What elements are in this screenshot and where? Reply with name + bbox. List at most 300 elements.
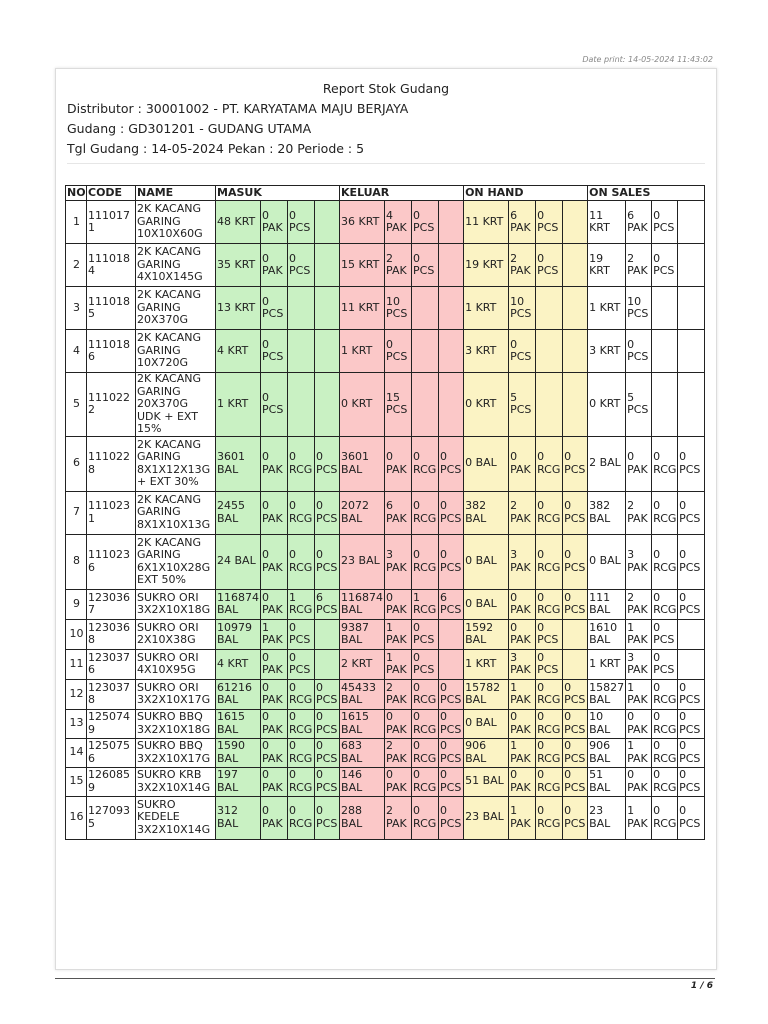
report-header [67, 79, 705, 164]
onhand-cell: 0 PCS [563, 679, 588, 709]
masuk-cell: 0 PCS [261, 287, 288, 330]
onhand-cell [563, 287, 588, 330]
onhand-cell: 23 BAL [464, 796, 509, 839]
row-code: 1260859 [87, 767, 136, 796]
table-row [66, 679, 705, 709]
keluar-cell: 0 PAK [385, 436, 412, 491]
masuk-cell: 0 PCS [261, 373, 288, 437]
masuk-cell: 0 PCS [315, 709, 340, 738]
onhand-cell: 906 BAL [464, 738, 509, 767]
masuk-cell: 0 PAK [261, 709, 288, 738]
onsales-cell: 0 PCS [678, 679, 705, 709]
keluar-cell: 11 KRT [340, 287, 385, 330]
onsales-cell: 382 BAL [588, 491, 626, 534]
masuk-cell: 0 PAK [261, 767, 288, 796]
row-name: 2K KACANG GARING 6X1X10X28G EXT 50% [136, 534, 216, 589]
row-code: 1110236 [87, 534, 136, 589]
keluar-cell: 23 BAL [340, 534, 385, 589]
row-name: 2K KACANG GARING 8X1X12X13G + EXT 30% [136, 436, 216, 491]
onhand-cell: 0 BAL [464, 709, 509, 738]
onhand-cell: 0 PCS [563, 436, 588, 491]
table-row [66, 796, 705, 839]
masuk-cell: 4 KRT [216, 649, 261, 679]
onsales-cell: 10 PCS [626, 287, 652, 330]
onsales-cell: 0 PCS [678, 436, 705, 491]
keluar-cell: 0 PCS [439, 534, 464, 589]
row-no: 10 [66, 619, 87, 649]
keluar-cell: 0 RCG [412, 796, 439, 839]
masuk-cell: 3601 BAL [216, 436, 261, 491]
onsales-cell: 111 BAL [588, 589, 626, 619]
masuk-cell: 13 KRT [216, 287, 261, 330]
keluar-cell: 0 PCS [439, 491, 464, 534]
masuk-cell: 0 PCS [261, 330, 288, 373]
masuk-cell [315, 201, 340, 244]
table-row [66, 436, 705, 491]
row-no: 16 [66, 796, 87, 839]
row-no: 1 [66, 201, 87, 244]
onsales-cell [678, 619, 705, 649]
onsales-cell: 1 PAK [626, 619, 652, 649]
keluar-cell [439, 287, 464, 330]
keluar-cell: 3 PAK [385, 534, 412, 589]
keluar-cell: 36 KRT [340, 201, 385, 244]
onhand-cell: 0 RCG [536, 738, 563, 767]
table-row [66, 491, 705, 534]
onsales-cell: 0 PCS [678, 738, 705, 767]
masuk-cell: 197 BAL [216, 767, 261, 796]
keluar-cell: 0 RCG [412, 534, 439, 589]
keluar-cell: 9387 BAL [340, 619, 385, 649]
keluar-cell [412, 373, 439, 437]
keluar-cell: 0 PAK [385, 767, 412, 796]
masuk-cell: 1 PAK [261, 619, 288, 649]
masuk-cell: 0 PAK [261, 244, 288, 287]
onsales-cell [652, 330, 678, 373]
masuk-cell [288, 373, 315, 437]
onhand-cell [536, 287, 563, 330]
keluar-cell [439, 201, 464, 244]
row-name: SUKRO ORI 3X2X10X18G [136, 589, 216, 619]
onhand-cell: 1 PAK [509, 679, 536, 709]
onhand-cell: 0 BAL [464, 589, 509, 619]
keluar-cell: 0 PCS [412, 619, 439, 649]
table-row [66, 373, 705, 437]
onhand-cell: 1 KRT [464, 649, 509, 679]
keluar-cell: 2 PAK [385, 796, 412, 839]
row-name: SUKRO ORI 4X10X95G [136, 649, 216, 679]
onhand-cell: 0 PCS [563, 767, 588, 796]
onhand-cell [563, 244, 588, 287]
onsales-cell: 0 PCS [652, 244, 678, 287]
onsales-cell: 10 BAL [588, 709, 626, 738]
keluar-cell [439, 244, 464, 287]
onsales-cell: 0 PCS [678, 589, 705, 619]
onsales-cell: 0 PCS [678, 709, 705, 738]
onhand-cell: 0 PCS [563, 534, 588, 589]
onsales-cell: 1 KRT [588, 649, 626, 679]
masuk-cell [315, 619, 340, 649]
onsales-cell: 0 PCS [678, 534, 705, 589]
masuk-cell: 0 PCS [315, 534, 340, 589]
onsales-cell: 11 KRT [588, 201, 626, 244]
onsales-cell: 0 RCG [652, 679, 678, 709]
masuk-cell: 0 PAK [261, 649, 288, 679]
onhand-cell: 0 PAK [509, 767, 536, 796]
onhand-cell [563, 201, 588, 244]
row-code: 1110171 [87, 201, 136, 244]
row-name: SUKRO BBQ 3X2X10X18G [136, 709, 216, 738]
onhand-cell: 0 PAK [509, 619, 536, 649]
masuk-cell: 61216 BAL [216, 679, 261, 709]
keluar-cell: 0 PCS [439, 796, 464, 839]
onsales-cell: 5 PCS [626, 373, 652, 437]
onhand-cell: 0 RCG [536, 679, 563, 709]
onhand-cell [563, 330, 588, 373]
keluar-cell: 0 RCG [412, 738, 439, 767]
keluar-cell: 0 PCS [439, 679, 464, 709]
onhand-cell: 51 BAL [464, 767, 509, 796]
col-no: NO [67, 185, 86, 199]
keluar-cell [439, 373, 464, 437]
masuk-cell: 0 PCS [315, 436, 340, 491]
row-no: 7 [66, 491, 87, 534]
row-no: 12 [66, 679, 87, 709]
onsales-cell [652, 373, 678, 437]
onsales-cell: 906 BAL [588, 738, 626, 767]
masuk-cell [315, 373, 340, 437]
onhand-cell: 0 PCS [563, 796, 588, 839]
row-no: 6 [66, 436, 87, 491]
onsales-cell: 0 PAK [626, 767, 652, 796]
onhand-cell: 0 PCS [509, 330, 536, 373]
row-no: 3 [66, 287, 87, 330]
masuk-cell: 0 PAK [261, 679, 288, 709]
onsales-cell: 15827 BAL [588, 679, 626, 709]
keluar-cell: 1 KRT [340, 330, 385, 373]
distributor-line: Distributor : 30001002 - PT. KARYATAMA MAJU BERJAYA [67, 101, 409, 116]
keluar-cell [439, 330, 464, 373]
row-code: 1250756 [87, 738, 136, 767]
row-code: 1110185 [87, 287, 136, 330]
keluar-cell: 0 RCG [412, 679, 439, 709]
masuk-cell: 0 PCS [288, 201, 315, 244]
keluar-cell: 15 KRT [340, 244, 385, 287]
onsales-cell [678, 373, 705, 437]
table-row [66, 709, 705, 738]
masuk-cell: 0 RCG [288, 534, 315, 589]
onsales-cell: 1 KRT [588, 287, 626, 330]
masuk-cell: 0 PAK [261, 491, 288, 534]
onhand-cell: 0 PCS [536, 201, 563, 244]
keluar-cell: 2 KRT [340, 649, 385, 679]
masuk-cell: 0 PCS [288, 619, 315, 649]
table-row [66, 534, 705, 589]
onsales-cell: 1 PAK [626, 738, 652, 767]
keluar-cell: 1 RCG [412, 589, 439, 619]
keluar-cell: 1 PAK [385, 649, 412, 679]
onsales-cell: 1 PAK [626, 679, 652, 709]
onsales-cell: 19 KRT [588, 244, 626, 287]
onhand-cell: 0 PCS [536, 619, 563, 649]
keluar-cell: 0 PCS [385, 330, 412, 373]
keluar-cell: 0 RCG [412, 436, 439, 491]
row-code: 1110222 [87, 373, 136, 437]
keluar-cell [439, 619, 464, 649]
onhand-cell: 2 PAK [509, 244, 536, 287]
onhand-cell: 3 KRT [464, 330, 509, 373]
onhand-cell [563, 619, 588, 649]
keluar-cell: 116874 BAL [340, 589, 385, 619]
row-no: 8 [66, 534, 87, 589]
masuk-cell [315, 330, 340, 373]
keluar-cell: 0 RCG [412, 491, 439, 534]
col-masuk: MASUK [216, 186, 340, 201]
row-no: 13 [66, 709, 87, 738]
col-keluar: KELUAR [340, 186, 464, 201]
keluar-cell: 683 BAL [340, 738, 385, 767]
masuk-cell: 0 RCG [288, 767, 315, 796]
row-code: 1110184 [87, 244, 136, 287]
onsales-cell: 2 BAL [588, 436, 626, 491]
onhand-cell: 1 PAK [509, 796, 536, 839]
onsales-cell: 0 RCG [652, 738, 678, 767]
masuk-cell: 0 PCS [288, 649, 315, 679]
keluar-cell: 0 PCS [439, 436, 464, 491]
onhand-cell: 19 KRT [464, 244, 509, 287]
row-code: 1230376 [87, 649, 136, 679]
row-code: 1110186 [87, 330, 136, 373]
onhand-cell: 0 PCS [563, 709, 588, 738]
onhand-cell: 0 RCG [536, 767, 563, 796]
table-row [66, 201, 705, 244]
masuk-cell: 0 PAK [261, 201, 288, 244]
onhand-cell: 0 BAL [464, 436, 509, 491]
masuk-cell: 35 KRT [216, 244, 261, 287]
keluar-cell [412, 287, 439, 330]
onhand-cell [563, 373, 588, 437]
stock-table [65, 185, 705, 840]
onsales-cell [678, 330, 705, 373]
onhand-cell: 1 KRT [464, 287, 509, 330]
row-name: SUKRO KEDELE 3X2X10X14G [136, 796, 216, 839]
keluar-cell: 0 RCG [412, 767, 439, 796]
onhand-cell: 0 RCG [536, 796, 563, 839]
row-code: 1250749 [87, 709, 136, 738]
onhand-cell: 0 RCG [536, 491, 563, 534]
row-no: 15 [66, 767, 87, 796]
onsales-cell: 2 PAK [626, 244, 652, 287]
onhand-cell [536, 373, 563, 437]
table-row [66, 589, 705, 619]
onhand-cell: 15782 BAL [464, 679, 509, 709]
onhand-cell: 11 KRT [464, 201, 509, 244]
keluar-cell: 0 PCS [439, 767, 464, 796]
keluar-cell: 1 PAK [385, 619, 412, 649]
masuk-cell: 0 RCG [288, 436, 315, 491]
masuk-cell: 0 RCG [288, 738, 315, 767]
keluar-cell: 0 PAK [385, 709, 412, 738]
table-row [66, 330, 705, 373]
onhand-cell: 0 PCS [536, 649, 563, 679]
onhand-cell: 0 PCS [563, 589, 588, 619]
row-code: 1110231 [87, 491, 136, 534]
onsales-cell: 2 PAK [626, 589, 652, 619]
onhand-cell: 0 PCS [536, 244, 563, 287]
onsales-cell: 0 PCS [626, 330, 652, 373]
masuk-cell: 1 KRT [216, 373, 261, 437]
keluar-cell: 3601 BAL [340, 436, 385, 491]
masuk-cell: 0 RCG [288, 709, 315, 738]
masuk-cell: 0 PCS [288, 244, 315, 287]
tgl-gudang-line: Tgl Gudang : 14-05-2024 Pekan : 20 Periode : 5 [67, 141, 365, 156]
keluar-cell: 2 PAK [385, 244, 412, 287]
keluar-cell: 0 PCS [412, 201, 439, 244]
keluar-cell: 0 PCS [412, 244, 439, 287]
onhand-cell: 0 BAL [464, 534, 509, 589]
masuk-cell: 2455 BAL [216, 491, 261, 534]
onsales-cell: 1 PAK [626, 796, 652, 839]
row-code: 1230378 [87, 679, 136, 709]
onhand-cell: 3 PAK [509, 534, 536, 589]
keluar-cell: 6 PAK [385, 491, 412, 534]
row-no: 4 [66, 330, 87, 373]
row-no: 5 [66, 373, 87, 437]
row-no: 2 [66, 244, 87, 287]
onsales-cell [678, 244, 705, 287]
onsales-cell: 0 PAK [626, 709, 652, 738]
footer-divider [55, 978, 715, 979]
keluar-cell: 0 PCS [412, 649, 439, 679]
onsales-cell: 1610 BAL [588, 619, 626, 649]
onhand-cell [563, 649, 588, 679]
masuk-cell: 0 PCS [315, 796, 340, 839]
masuk-cell: 0 PCS [315, 738, 340, 767]
onsales-cell: 0 PAK [626, 436, 652, 491]
row-code: 1270935 [87, 796, 136, 839]
onsales-cell: 0 RCG [652, 796, 678, 839]
onsales-cell: 3 KRT [588, 330, 626, 373]
onsales-cell: 2 PAK [626, 491, 652, 534]
row-name: 2K KACANG GARING 20X370G UDK + EXT 15% [136, 373, 216, 437]
masuk-cell: 10979 BAL [216, 619, 261, 649]
masuk-cell [315, 649, 340, 679]
masuk-cell: 312 BAL [216, 796, 261, 839]
row-name: 2K KACANG GARING 10X10X60G [136, 201, 216, 244]
masuk-cell: 48 KRT [216, 201, 261, 244]
onhand-cell [536, 330, 563, 373]
row-code: 1230368 [87, 619, 136, 649]
masuk-cell: 0 PCS [315, 767, 340, 796]
keluar-cell: 146 BAL [340, 767, 385, 796]
col-on-hand: ON HAND [464, 186, 588, 201]
onsales-cell: 0 PCS [652, 649, 678, 679]
keluar-cell: 6 PCS [439, 589, 464, 619]
onhand-cell: 0 RCG [536, 436, 563, 491]
onhand-cell: 0 RCG [536, 534, 563, 589]
masuk-cell: 0 RCG [288, 491, 315, 534]
table-row [66, 287, 705, 330]
row-code: 1230367 [87, 589, 136, 619]
row-name: SUKRO ORI 2X10X38G [136, 619, 216, 649]
masuk-cell: 0 PAK [261, 796, 288, 839]
masuk-cell: 0 PAK [261, 436, 288, 491]
row-no: 14 [66, 738, 87, 767]
keluar-cell: 0 PAK [385, 589, 412, 619]
masuk-cell [288, 287, 315, 330]
table-row [66, 767, 705, 796]
row-name: 2K KACANG GARING 8X1X10X13G [136, 491, 216, 534]
onsales-cell: 0 RCG [652, 491, 678, 534]
masuk-cell: 6 PCS [315, 589, 340, 619]
onhand-cell: 0 PAK [509, 589, 536, 619]
onhand-cell: 2 PAK [509, 491, 536, 534]
keluar-cell: 15 PCS [385, 373, 412, 437]
row-name: 2K KACANG GARING 10X720G [136, 330, 216, 373]
row-name: 2K KACANG GARING 20X370G [136, 287, 216, 330]
keluar-cell: 0 RCG [412, 709, 439, 738]
masuk-cell: 0 RCG [288, 796, 315, 839]
onhand-cell: 382 BAL [464, 491, 509, 534]
masuk-cell: 0 PCS [315, 679, 340, 709]
onsales-cell: 0 RCG [652, 767, 678, 796]
keluar-cell: 0 PCS [439, 738, 464, 767]
table-row [66, 738, 705, 767]
print-date: Date print: 14-05-2024 11:43:02 [582, 55, 713, 64]
onsales-cell: 3 PAK [626, 534, 652, 589]
onsales-cell [652, 287, 678, 330]
onsales-cell: 0 PCS [652, 619, 678, 649]
report-card [55, 68, 717, 970]
row-name: SUKRO ORI 3X2X10X17G [136, 679, 216, 709]
gudang-line: Gudang : GD301201 - GUDANG UTAMA [67, 121, 312, 136]
masuk-cell: 0 PCS [315, 491, 340, 534]
keluar-cell: 2072 BAL [340, 491, 385, 534]
masuk-cell: 0 PAK [261, 589, 288, 619]
onhand-cell: 0 PAK [509, 436, 536, 491]
row-no: 11 [66, 649, 87, 679]
onhand-cell: 10 PCS [509, 287, 536, 330]
onhand-cell: 1 PAK [509, 738, 536, 767]
masuk-cell: 4 KRT [216, 330, 261, 373]
keluar-cell [412, 330, 439, 373]
row-name: SUKRO BBQ 3X2X10X17G [136, 738, 216, 767]
table-row [66, 649, 705, 679]
onsales-cell: 51 BAL [588, 767, 626, 796]
onsales-cell: 0 RCG [652, 534, 678, 589]
onsales-cell: 0 PCS [652, 201, 678, 244]
table-row [66, 244, 705, 287]
masuk-cell: 116874 BAL [216, 589, 261, 619]
masuk-cell: 1590 BAL [216, 738, 261, 767]
keluar-cell: 288 BAL [340, 796, 385, 839]
row-name: 2K KACANG GARING 4X10X145G [136, 244, 216, 287]
onsales-cell: 0 PCS [678, 767, 705, 796]
onsales-cell: 0 RCG [652, 589, 678, 619]
masuk-cell: 0 PAK [261, 738, 288, 767]
col-on-sales: ON SALES [588, 186, 705, 201]
onhand-cell: 0 PCS [563, 738, 588, 767]
onhand-cell: 3 PAK [509, 649, 536, 679]
onsales-cell: 0 KRT [588, 373, 626, 437]
onsales-cell: 6 PAK [626, 201, 652, 244]
keluar-cell: 4 PAK [385, 201, 412, 244]
col-name: NAME [136, 186, 216, 201]
onsales-cell [678, 287, 705, 330]
onhand-cell: 0 KRT [464, 373, 509, 437]
keluar-cell: 1615 BAL [340, 709, 385, 738]
masuk-cell [288, 330, 315, 373]
